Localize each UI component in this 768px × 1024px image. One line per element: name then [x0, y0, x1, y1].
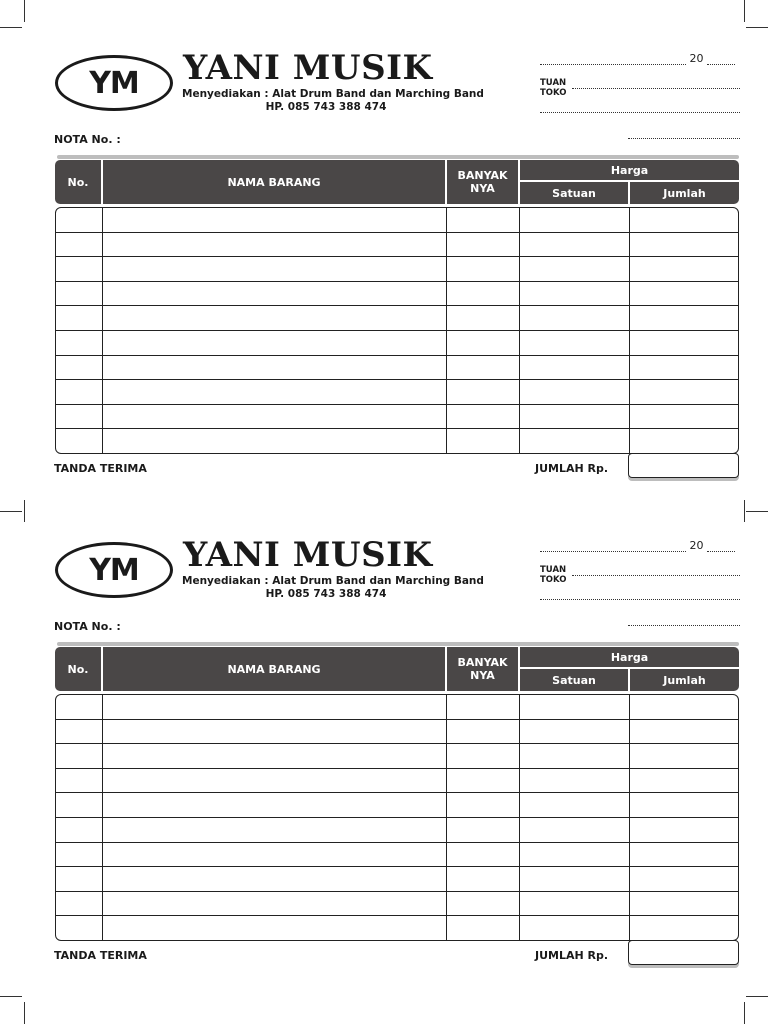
table-row[interactable] [56, 331, 738, 356]
table-row[interactable] [56, 405, 738, 430]
crop-mark [24, 1002, 25, 1024]
col-banyak-header: BANYAK NYA [447, 647, 518, 691]
table-row[interactable] [56, 720, 738, 745]
receipt-form-bottom [0, 487, 768, 975]
table-row[interactable] [56, 429, 738, 454]
address-field[interactable] [540, 103, 740, 113]
tuan-toko-label: TUAN TOKO [540, 565, 567, 585]
separator [57, 642, 739, 646]
table-row[interactable] [56, 867, 738, 892]
item-rows[interactable] [55, 694, 739, 941]
jumlah-rp-label: JUMLAH Rp. [535, 949, 609, 962]
date-field[interactable] [540, 52, 740, 65]
col-jumlah-header: Jumlah [630, 182, 739, 204]
store-logo [55, 55, 173, 111]
store-phone: HP. 085 743 388 474 [265, 588, 387, 600]
table-header [55, 160, 739, 204]
table-row[interactable] [56, 695, 738, 720]
tuan-toko-label: TUAN TOKO [540, 78, 567, 98]
nota-number-label: NOTA No. : [54, 133, 121, 146]
store-name: YANI MUSIK [183, 48, 433, 88]
col-no-header: No. [55, 160, 101, 204]
table-row[interactable] [56, 233, 738, 258]
col-jumlah-header: Jumlah [630, 669, 739, 691]
store-phone: HP. 085 743 388 474 [265, 101, 387, 113]
table-row[interactable] [56, 793, 738, 818]
crop-mark [744, 1002, 745, 1024]
column-divider [629, 208, 630, 453]
table-row[interactable] [56, 769, 738, 794]
table-row[interactable] [56, 744, 738, 769]
crop-mark [0, 996, 22, 997]
logo-text: YM [89, 552, 139, 588]
table-row[interactable] [56, 818, 738, 843]
column-divider [446, 208, 447, 453]
address-field[interactable] [540, 590, 740, 600]
tanda-terima-label: TANDA TERIMA [54, 949, 147, 962]
store-logo [55, 542, 173, 598]
table-row[interactable] [56, 208, 738, 233]
receipt-form-top [0, 0, 768, 488]
tanda-terima-label: TANDA TERIMA [54, 462, 147, 475]
col-satuan-header: Satuan [520, 182, 628, 204]
col-nama-header: NAMA BARANG [103, 647, 445, 691]
date-year-label: 20 [689, 52, 704, 65]
table-row[interactable] [56, 306, 738, 331]
column-divider [629, 695, 630, 940]
col-nama-header: NAMA BARANG [103, 160, 445, 204]
tuan-toko-field[interactable] [572, 566, 740, 576]
table-row[interactable] [56, 356, 738, 381]
table-header [55, 647, 739, 691]
date-year-label: 20 [689, 539, 704, 552]
tuan-toko-field[interactable] [572, 79, 740, 89]
logo-text: YM [89, 65, 139, 101]
separator [57, 155, 739, 159]
crop-mark [746, 996, 768, 997]
store-tagline: Menyediakan : Alat Drum Band dan Marching Band [182, 88, 484, 100]
table-row[interactable] [56, 843, 738, 868]
col-harga-header: Harga [520, 647, 739, 667]
nota-number-field[interactable] [628, 129, 740, 139]
col-harga-header: Harga [520, 160, 739, 180]
column-divider [102, 695, 103, 940]
nota-number-field[interactable] [628, 616, 740, 626]
jumlah-rp-label: JUMLAH Rp. [535, 462, 609, 475]
col-satuan-header: Satuan [520, 669, 628, 691]
nota-number-label: NOTA No. : [54, 620, 121, 633]
column-divider [519, 208, 520, 453]
col-banyak-header: BANYAK NYA [447, 160, 518, 204]
store-tagline: Menyediakan : Alat Drum Band dan Marching Band [182, 575, 484, 587]
table-row[interactable] [56, 916, 738, 941]
column-divider [102, 208, 103, 453]
jumlah-total-field[interactable] [628, 940, 739, 965]
column-divider [519, 695, 520, 940]
col-no-header: No. [55, 647, 101, 691]
table-row[interactable] [56, 257, 738, 282]
jumlah-total-field[interactable] [628, 453, 739, 478]
date-field[interactable] [540, 539, 740, 552]
table-row[interactable] [56, 892, 738, 917]
column-divider [446, 695, 447, 940]
table-row[interactable] [56, 380, 738, 405]
store-name: YANI MUSIK [183, 535, 433, 575]
table-row[interactable] [56, 282, 738, 307]
item-rows[interactable] [55, 207, 739, 454]
